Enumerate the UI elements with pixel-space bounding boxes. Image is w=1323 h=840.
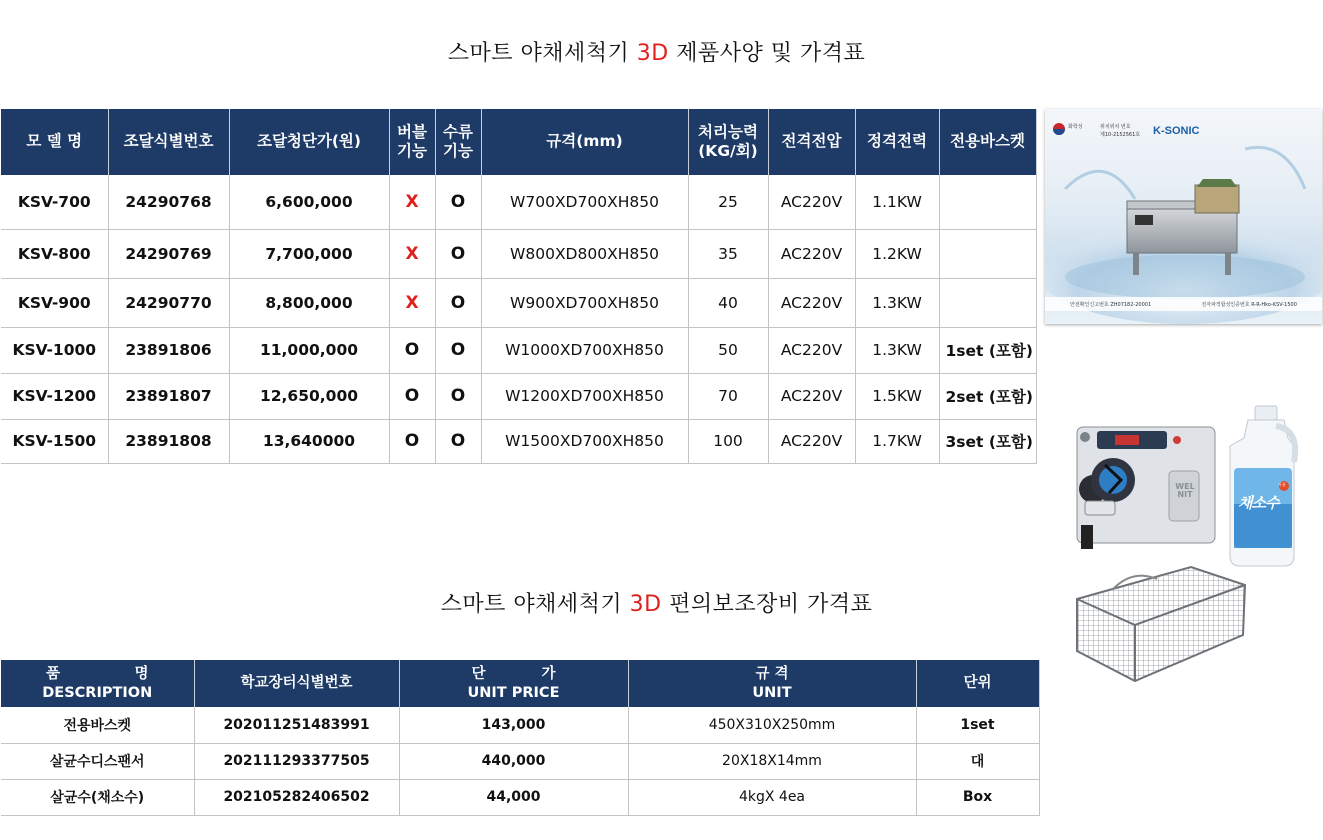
cell-model: KSV-800 [1,229,108,278]
cell-basket: 1set (포함) [939,327,1036,373]
cell-power: 1.7KW [855,419,939,463]
cell-dimensions: W700XD700XH850 [481,175,688,229]
sanitizer-bottle-photo [1228,404,1306,568]
cell-flow: O [435,327,481,373]
sanitizer-dispenser-photo [1075,425,1217,551]
cell-unit: Box [916,779,1039,815]
spec-row [1,419,1036,463]
header-dimensions: 규격(mm) [481,109,688,175]
cell-basket: 2set (포함) [939,373,1036,419]
header-spec: 규 격 UNIT [628,660,916,707]
cell-school-market-id: 202105282406502 [194,779,399,815]
spec-row [1,229,1036,278]
cell-description: 전용바스켓 [1,707,194,743]
cell-bubble: O [389,419,435,463]
cell-procure-id: 24290768 [108,175,229,229]
cell-basket [939,278,1036,327]
cell-unit-price: 6,600,000 [229,175,389,229]
cell-capacity: 100 [688,419,768,463]
cell-power: 1.1KW [855,175,939,229]
cell-unit-price: 11,000,000 [229,327,389,373]
cell-school-market-id: 202011251483991 [194,707,399,743]
bottle-badge: 사용 [1278,482,1286,487]
photo-footer [1045,297,1322,311]
header-flow: 수류 기능 [435,109,481,175]
spec-header-row [1,109,1036,175]
cell-basket [939,175,1036,229]
cell-unit-price: 13,640000 [229,419,389,463]
accessory-header-row [1,660,1039,707]
cell-voltage: AC220V [768,373,855,419]
cell-voltage: AC220V [768,278,855,327]
cell-capacity: 70 [688,373,768,419]
cell-description: 살균수(채소수) [1,779,194,815]
cell-spec: 4kgX 4ea [628,779,916,815]
cell-model: KSV-900 [1,278,108,327]
cert-text-1: 위치위치 번호 [1100,124,1131,130]
cell-bubble: O [389,373,435,419]
spec-row [1,373,1036,419]
cell-unit: 1set [916,707,1039,743]
accessory-row [1,743,1039,779]
spec-title-highlight: 3D [636,41,669,66]
accessory-title: 스마트 야채세척기 3D 편의보조장비 가격표 [440,592,873,617]
spec-row [1,278,1036,327]
cell-unit: 대 [916,743,1039,779]
cell-unit-price: 44,000 [399,779,628,815]
header-description: 품 명 DESCRIPTION [1,660,194,707]
cell-flow: O [435,373,481,419]
cell-model: KSV-1500 [1,419,108,463]
cell-power: 1.2KW [855,229,939,278]
header-unit-price: 단 가 UNIT PRICE [399,660,628,707]
cell-unit-price: 8,800,000 [229,278,389,327]
cell-model: KSV-700 [1,175,108,229]
cell-voltage: AC220V [768,229,855,278]
cell-bubble: X [389,278,435,327]
cell-school-market-id: 202111293377505 [194,743,399,779]
header-basket: 전용바스켓 [939,109,1036,175]
cell-dimensions: W1200XD700XH850 [481,373,688,419]
cell-spec: 450X310X250mm [628,707,916,743]
header-unit-price: 조달청단가(원) [229,109,389,175]
cell-capacity: 25 [688,175,768,229]
header-model: 모 델 명 [1,109,108,175]
cell-basket [939,229,1036,278]
cell-voltage: AC220V [768,419,855,463]
header-school-market-id: 학교장터식별번호 [194,660,399,707]
cell-unit-price: 12,650,000 [229,373,389,419]
cell-flow: O [435,419,481,463]
cell-power: 1.3KW [855,327,939,373]
cell-flow: O [435,278,481,327]
spec-title: 스마트 야채세척기 3D 제품사양 및 가격표 [447,41,866,66]
header-power: 정격전력 [855,109,939,175]
cell-dimensions: W1000XD700XH850 [481,327,688,373]
cell-bubble: O [389,327,435,373]
cell-procure-id: 23891808 [108,419,229,463]
cell-unit-price: 7,700,000 [229,229,389,278]
cell-basket: 3set (포함) [939,419,1036,463]
cell-power: 1.3KW [855,278,939,327]
cell-dimensions: W800XD800XH850 [481,229,688,278]
footer-cert-2: 전자파적합성인증번호 R-R-Hko-KSV-1500 [1201,301,1297,308]
bottle-label: 채소수 [1238,494,1279,512]
accessory-row [1,779,1039,815]
cell-description: 살균수디스팬서 [1,743,194,779]
cell-voltage: AC220V [768,175,855,229]
cert-org: 화학성 [1068,124,1083,130]
cell-flow: O [435,229,481,278]
footer-cert-1: 안전확인신고번호 ZH07182-20001 [1070,301,1152,308]
header-unit: 단위 [916,660,1039,707]
cell-capacity: 50 [688,327,768,373]
cell-bubble: X [389,229,435,278]
cell-unit-price: 440,000 [399,743,628,779]
cell-spec: 20X18X14mm [628,743,916,779]
accessory-price-table [1,660,1040,816]
spec-row [1,175,1036,229]
cell-bubble: X [389,175,435,229]
dispenser-brand: WEL NIT [1175,482,1195,499]
header-voltage: 전격전압 [768,109,855,175]
header-bubble: 버블 기능 [389,109,435,175]
cell-procure-id: 24290769 [108,229,229,278]
header-capacity: 처리능력 (KG/회) [688,109,768,175]
cell-voltage: AC220V [768,327,855,373]
accessory-row [1,707,1039,743]
cell-procure-id: 23891807 [108,373,229,419]
cell-procure-id: 23891806 [108,327,229,373]
cell-unit-price: 143,000 [399,707,628,743]
cert-text-2: 제10-2152561호 [1100,132,1141,138]
header-procure-id: 조달식별번호 [108,109,229,175]
cell-flow: O [435,175,481,229]
cell-model: KSV-1200 [1,373,108,419]
spec-price-table [1,109,1037,464]
spec-row [1,327,1036,373]
cell-dimensions: W1500XD700XH850 [481,419,688,463]
cell-power: 1.5KW [855,373,939,419]
brand-logo: K-SONIC [1153,125,1200,137]
product-photo [1045,109,1322,324]
cell-capacity: 40 [688,278,768,327]
cell-dimensions: W900XD700XH850 [481,278,688,327]
accessory-title-highlight: 3D [629,592,662,617]
wire-basket-photo [1073,565,1248,685]
cell-model: KSV-1000 [1,327,108,373]
cell-procure-id: 24290770 [108,278,229,327]
cell-capacity: 35 [688,229,768,278]
